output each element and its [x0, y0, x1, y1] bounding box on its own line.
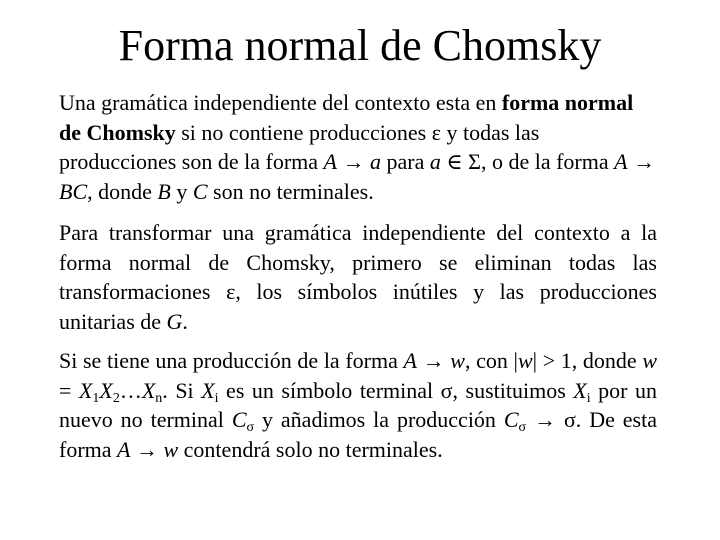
variable: C [503, 407, 519, 432]
text: si no contiene producciones ε y todas las producciones son de la forma [59, 119, 540, 174]
text: , con | [464, 348, 518, 373]
variable: a [369, 149, 381, 174]
variable: A [117, 436, 131, 462]
bold-term: forma normal de Chomsky [59, 90, 634, 145]
variable: C [231, 407, 247, 432]
subscript: 2 [112, 390, 120, 406]
subscript: i [214, 390, 219, 406]
variable: w [642, 348, 658, 373]
variable: X [141, 377, 156, 403]
variable: B [157, 178, 171, 204]
arrow-symbol: → [627, 149, 656, 174]
text: y [170, 178, 193, 204]
text: por un nuevo no terminal [59, 377, 658, 432]
variable: X [201, 377, 215, 403]
text: , o de la forma [480, 149, 615, 174]
variable: w [163, 436, 179, 462]
variable: A [323, 149, 337, 174]
text: . Si [162, 377, 202, 403]
text: es un símbolo terminal σ, sustituimos [218, 377, 574, 403]
arrow-symbol: → [416, 348, 451, 373]
variable: C [192, 178, 208, 204]
text: … [119, 377, 142, 403]
subscript: i [586, 390, 591, 406]
text: | > 1, donde [532, 348, 643, 373]
paragraph-production-rule [59, 346, 657, 464]
variable: BC [59, 178, 88, 204]
variable: w [517, 348, 533, 373]
variable: X [99, 377, 113, 403]
page-title: Forma normal de Chomsky [118, 21, 602, 70]
text: . [182, 308, 188, 334]
subscript: n [155, 390, 163, 406]
subscript: σ [518, 420, 527, 435]
variable: a [429, 149, 441, 174]
variable: A [614, 149, 628, 174]
text: contendrá solo no terminales. [178, 436, 443, 462]
variable: A [403, 348, 417, 373]
text: para [380, 149, 430, 174]
variable: w [450, 348, 465, 373]
subscript: σ [246, 420, 255, 435]
text: , donde [87, 178, 158, 204]
set-membership: ∈ Σ [440, 149, 481, 174]
text: Una gramática independiente del contexto esta en [59, 90, 502, 115]
text: y añadimos la producción [254, 407, 504, 432]
arrow-symbol: → [130, 436, 164, 462]
variable: G [166, 308, 183, 334]
text: Para transformar una gramática independiente del contexto a la forma normal de Chomsky, primero se eliminan todas las transformaciones ε, los símbolos inútiles y las producciones unitarias de [59, 220, 657, 334]
text: → σ. De esta forma [59, 407, 657, 462]
variable: X [78, 377, 93, 403]
subscript: 1 [92, 390, 100, 406]
paragraph-definition [59, 88, 657, 206]
text: = [59, 377, 79, 403]
arrow-symbol: → [336, 149, 370, 174]
paragraph-transformation [59, 218, 657, 336]
text: son no terminales. [207, 178, 374, 204]
text: Si se tiene una producción de la forma [59, 348, 404, 373]
variable: X [573, 377, 587, 403]
